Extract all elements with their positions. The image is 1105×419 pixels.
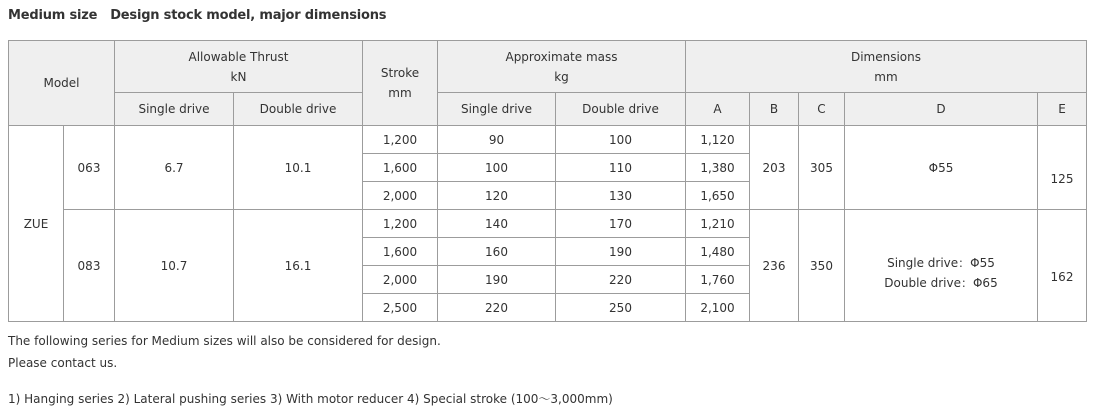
stroke-cell: 2,500 xyxy=(363,294,438,322)
stroke-header xyxy=(363,41,438,126)
mass-single-cell: 120 xyxy=(438,182,556,210)
dim-a-cell: 1,380 xyxy=(686,154,750,182)
dim-b-cell: 203 xyxy=(750,126,799,210)
mass-double-cell: 250 xyxy=(556,294,686,322)
model-size-cell: 063 xyxy=(64,126,115,210)
stroke-cell: 1,600 xyxy=(363,238,438,266)
mass-title: Approximate mass xyxy=(505,49,618,64)
dim-d-cell xyxy=(845,210,1038,322)
thrust-unit: kN xyxy=(230,69,247,84)
table-header-row xyxy=(9,41,1087,93)
mass-single-cell: 220 xyxy=(438,294,556,322)
stroke-unit: mm xyxy=(388,86,412,100)
stroke-cell: 1,200 xyxy=(363,126,438,154)
table-subheader-row xyxy=(9,93,1087,126)
dimensions-title: Dimensions xyxy=(850,49,922,64)
thrust-title: Allowable Thrust xyxy=(188,49,289,64)
model-size-cell: 083 xyxy=(64,210,115,322)
dim-d-line: Double drive：Φ65 xyxy=(884,275,998,290)
dim-a-cell: 1,480 xyxy=(686,238,750,266)
mass-double-cell: 130 xyxy=(556,182,686,210)
thrust-single-header: Single drive xyxy=(115,93,234,126)
note-line: Please contact us. xyxy=(8,356,118,370)
thrust-double-header: Double drive xyxy=(234,93,363,126)
stroke-title: Stroke xyxy=(380,66,420,80)
thrust-single-cell: 6.7 xyxy=(115,126,234,210)
model-header: Model xyxy=(9,41,115,126)
dim-a-cell: 2,100 xyxy=(686,294,750,322)
mass-unit: kg xyxy=(554,69,569,84)
dimensions-header xyxy=(686,41,1087,93)
mass-single-cell: 190 xyxy=(438,266,556,294)
mass-single-header: Single drive xyxy=(438,93,556,126)
dim-a-cell: 1,760 xyxy=(686,266,750,294)
dim-e-cell: 162 xyxy=(1038,210,1087,322)
series-list: 1) Hanging series 2) Lateral pushing series 3) With motor reducer 4) Special stroke (100～3,000mm) xyxy=(8,392,613,406)
dim-e-cell: 125 xyxy=(1038,126,1087,210)
mass-single-cell: 100 xyxy=(438,154,556,182)
mass-single-cell: 140 xyxy=(438,210,556,238)
dim-c-cell: 350 xyxy=(799,210,845,322)
dim-b-header: B xyxy=(750,93,799,126)
note-line: The following series for Medium sizes will also be considered for design. xyxy=(8,334,441,348)
specification-table xyxy=(8,40,1087,322)
mass-single-cell: 90 xyxy=(438,126,556,154)
thrust-header xyxy=(115,41,363,93)
table-row xyxy=(9,210,1087,238)
mass-double-cell: 190 xyxy=(556,238,686,266)
dim-c-header: C xyxy=(799,93,845,126)
thrust-single-cell: 10.7 xyxy=(115,210,234,322)
stroke-cell: 2,000 xyxy=(363,266,438,294)
mass-double-cell: 170 xyxy=(556,210,686,238)
dim-d-line: Single drive：Φ55 xyxy=(887,255,995,270)
dim-d-cell xyxy=(845,126,1038,210)
mass-single-cell: 160 xyxy=(438,238,556,266)
mass-double-cell: 220 xyxy=(556,266,686,294)
page-title: Medium size Design stock model, major dimensions xyxy=(8,8,387,23)
dim-a-cell: 1,650 xyxy=(686,182,750,210)
thrust-double-cell: 10.1 xyxy=(234,126,363,210)
dim-d-line: Φ55 xyxy=(928,160,954,175)
mass-header xyxy=(438,41,686,93)
mass-double-header: Double drive xyxy=(556,93,686,126)
dim-c-cell: 305 xyxy=(799,126,845,210)
dim-a-cell: 1,210 xyxy=(686,210,750,238)
dim-a-cell: 1,120 xyxy=(686,126,750,154)
stroke-cell: 1,200 xyxy=(363,210,438,238)
dim-a-header: A xyxy=(686,93,750,126)
stroke-cell: 2,000 xyxy=(363,182,438,210)
dim-d-header: D xyxy=(845,93,1038,126)
model-name-cell: ZUE xyxy=(9,126,64,322)
dim-e-header: E xyxy=(1038,93,1087,126)
mass-double-cell: 110 xyxy=(556,154,686,182)
mass-double-cell: 100 xyxy=(556,126,686,154)
table-row xyxy=(9,126,1087,154)
thrust-double-cell: 16.1 xyxy=(234,210,363,322)
dimensions-unit: mm xyxy=(874,69,898,84)
stroke-cell: 1,600 xyxy=(363,154,438,182)
dim-b-cell: 236 xyxy=(750,210,799,322)
